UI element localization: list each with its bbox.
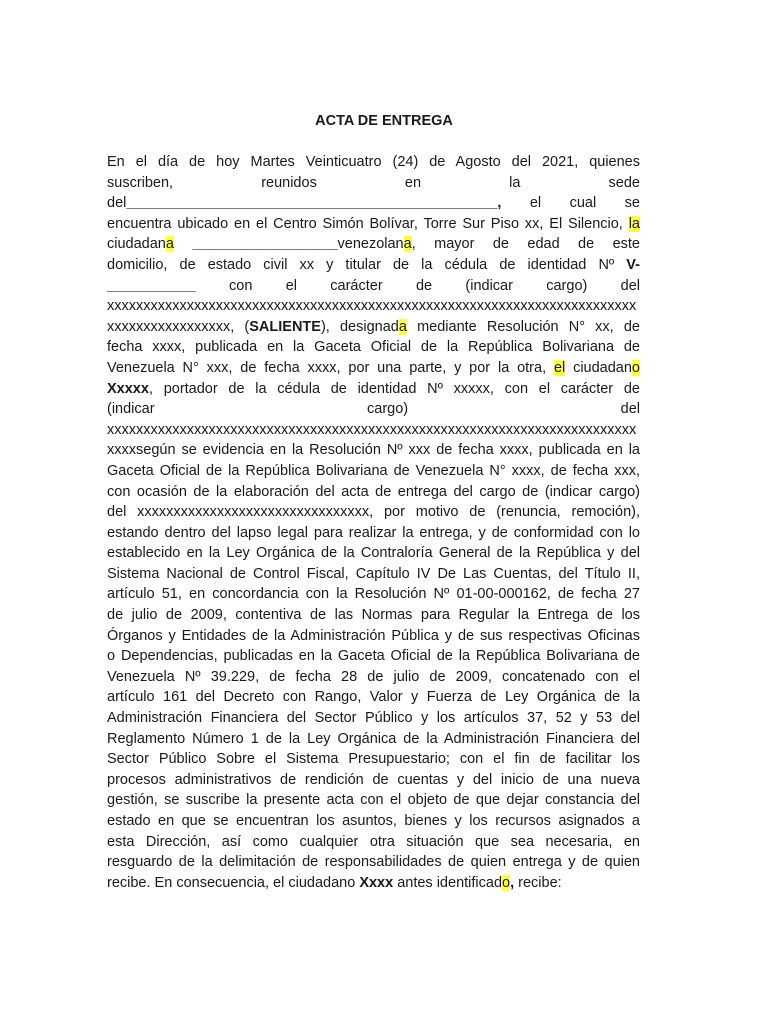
body-line [107, 626, 640, 647]
text-run: resguardo de la delimitación de responsabilidades de quien entrega y de quien [107, 854, 640, 871]
body-line [107, 276, 640, 297]
text-run: procesos administrativos de rendición de cuentas y del inicio de una nueva [107, 771, 640, 788]
text-run: xxxxsegún se evidencia en la Resolución Nº xxx de fecha xxxx, publicada en la [107, 442, 640, 459]
bold-text: Xxxx [359, 874, 394, 891]
text-run: 52 y 53 del [555, 710, 640, 727]
body-line [107, 214, 640, 235]
text-run: , mayor de edad de este [411, 236, 640, 253]
text-run: domicilio, de estado civil xx y titular de la cédula de identidad Nº [107, 256, 627, 273]
body-line [107, 811, 640, 832]
body-line [107, 564, 640, 585]
text-run: artículo 161 del Decreto con Rango, Valor y Fuerza de Ley Orgánica de la [107, 689, 640, 706]
body-line [107, 399, 640, 420]
bold-text: __________________ [192, 236, 338, 253]
text-run: xxxxxxxxxxxxxxxxxxxxxxxxxxxxxxxxxxxxxxxxxxxxxxxxxxxxxxxxxxxxxxxxxxxxxxxxx [107, 421, 637, 438]
text-run: gestión, se suscribe la presente acta con el objeto de que dejar constancia del [107, 792, 640, 809]
text-run: recibe. En consecuencia, el ciudadano [107, 874, 360, 891]
body-line [107, 523, 640, 544]
text-run: o Dependencias, publicadas en la Gaceta Oficial de la República Bolivariana de [107, 648, 640, 665]
text-run: Gaceta Oficial de la República Bolivariana de Venezuela N° xxxx, de fecha xxx, [107, 462, 640, 479]
body-line [107, 605, 640, 626]
text-run: ciudadan [107, 236, 166, 253]
bold-text: Xxxxx [107, 380, 149, 397]
text-run: con el carácter de (indicar cargo) del [195, 277, 640, 294]
bold-text: ______________________________________________, [126, 195, 502, 212]
body-line [107, 873, 640, 894]
body-line [107, 152, 640, 173]
body-line [107, 173, 640, 194]
body-line [107, 749, 640, 770]
highlighted-text: a [165, 236, 174, 253]
text-run: Administración Financiera del Sector Público y los artículos 37, [107, 710, 556, 727]
text-run: el cual se [501, 195, 640, 212]
highlighted-text: a [403, 236, 412, 253]
text-run: del xxxxxxxxxxxxxxxxxxxxxxxxxxxxxxxx, por motivo de (renuncia, remoción), [107, 504, 640, 521]
body-line [107, 234, 640, 255]
body-line [107, 193, 640, 214]
text-run: Sector Público Sobre el Sistema Presupuestario; con el fin de facilitar los [107, 751, 640, 768]
body-line [107, 420, 640, 441]
body-line [107, 337, 640, 358]
bold-text: , [510, 874, 515, 891]
text-run: Sistema Nacional de Control Fiscal, Capítulo IV De Las Cuentas, del Título II, [107, 565, 640, 582]
body-line [107, 687, 640, 708]
body-line [107, 255, 640, 276]
text-run: Venezuela Nº 39.229, de fecha 28 de julio de 2009, concatenado con el [107, 668, 640, 685]
text-run: con ocasión de la elaboración del acta de entrega del cargo de (indicar cargo) [107, 483, 640, 500]
text-run: esta Dirección, así como cualquier otra situación que sea necesaria, en [107, 833, 640, 850]
body-line [107, 852, 640, 873]
body-line [107, 379, 640, 400]
text-run: de julio de 2009, contentiva de las Normas para Regular la Entrega de los [107, 607, 640, 624]
text-run: xxxxxxxxxxxxxxxxx, ( [107, 318, 250, 335]
body-line [107, 832, 640, 853]
text-run: recibe: [514, 874, 562, 891]
body-line [107, 770, 640, 791]
highlighted-text: a [398, 318, 407, 335]
body-line [107, 729, 640, 750]
body-line [107, 440, 640, 461]
text-run: Reglamento Número 1 de la Ley Orgánica de la Administración Financiera del [107, 730, 640, 747]
text-run: establecido en la Ley Orgánica de la Contraloría General de la República y del [107, 545, 640, 562]
text-run: estado en que se encuentran los asuntos, bienes y los recursos asignados a [107, 813, 640, 829]
highlighted-text: o [631, 359, 640, 376]
text-run: del [107, 195, 127, 212]
document-title: ACTA DE ENTREGA [315, 113, 453, 129]
text-run: encuentra ubicado en el Centro Simón Bolívar, Torre Sur Piso xx, El Silencio, [107, 215, 629, 232]
text-run: En el día de hoy Martes Veinticuatro (24) de Agosto del 2021, quienes [107, 154, 640, 170]
bold-text: SALIENTE [249, 318, 321, 335]
text-run: Órganos y Entidades de la Administración Pública y de sus respectivas Oficinas [107, 627, 640, 644]
highlighted-text: el [553, 359, 566, 376]
body-line [107, 461, 640, 482]
text-run: fecha xxxx, publicada en la Gaceta Oficial de la República Bolivariana de [107, 339, 640, 356]
bold-text: V- [626, 256, 640, 273]
text-run: ), designad [320, 318, 399, 335]
text-run: antes identificad [393, 874, 503, 891]
highlighted-text: la [628, 215, 640, 232]
body-line [107, 708, 640, 729]
document-body [107, 152, 640, 893]
text-run: suscriben, reunidos en la sede [107, 174, 640, 191]
text-run: estando dentro del lapso legal para realizar la entrega, y de conformidad con lo [107, 524, 640, 541]
body-line [107, 584, 640, 605]
text-run: xxxxxxxxxxxxxxxxxxxxxxxxxxxxxxxxxxxxxxxxxxxxxxxxxxxxxxxxxxxxxxxxxxxxxxxxx [107, 298, 637, 315]
body-line [107, 646, 640, 667]
text-run: venezolan [337, 236, 404, 253]
text-run: ciudadan [565, 359, 632, 376]
body-line [107, 502, 640, 523]
body-line [107, 358, 640, 379]
body-line [107, 667, 640, 688]
body-line [107, 543, 640, 564]
text-run: , portador de la cédula de identidad Nº xxxxx, con el carácter de [148, 380, 640, 397]
highlighted-text: o [502, 874, 511, 891]
text-run: mediante Resolución N° xx, de [406, 318, 640, 335]
text-run [174, 236, 192, 252]
body-line [107, 482, 640, 503]
bold-text: ___________ [107, 277, 196, 294]
text-run: (indicar cargo) del [107, 401, 640, 418]
text-run: Venezuela N° xxx, de fecha xxxx, por una parte, y por la otra, [107, 359, 554, 376]
body-line [107, 790, 640, 811]
body-line [107, 317, 640, 338]
text-run: artículo 51, en concordancia con la Resolución Nº 01-00-000162, de fecha 27 [107, 586, 640, 603]
body-line [107, 296, 640, 317]
